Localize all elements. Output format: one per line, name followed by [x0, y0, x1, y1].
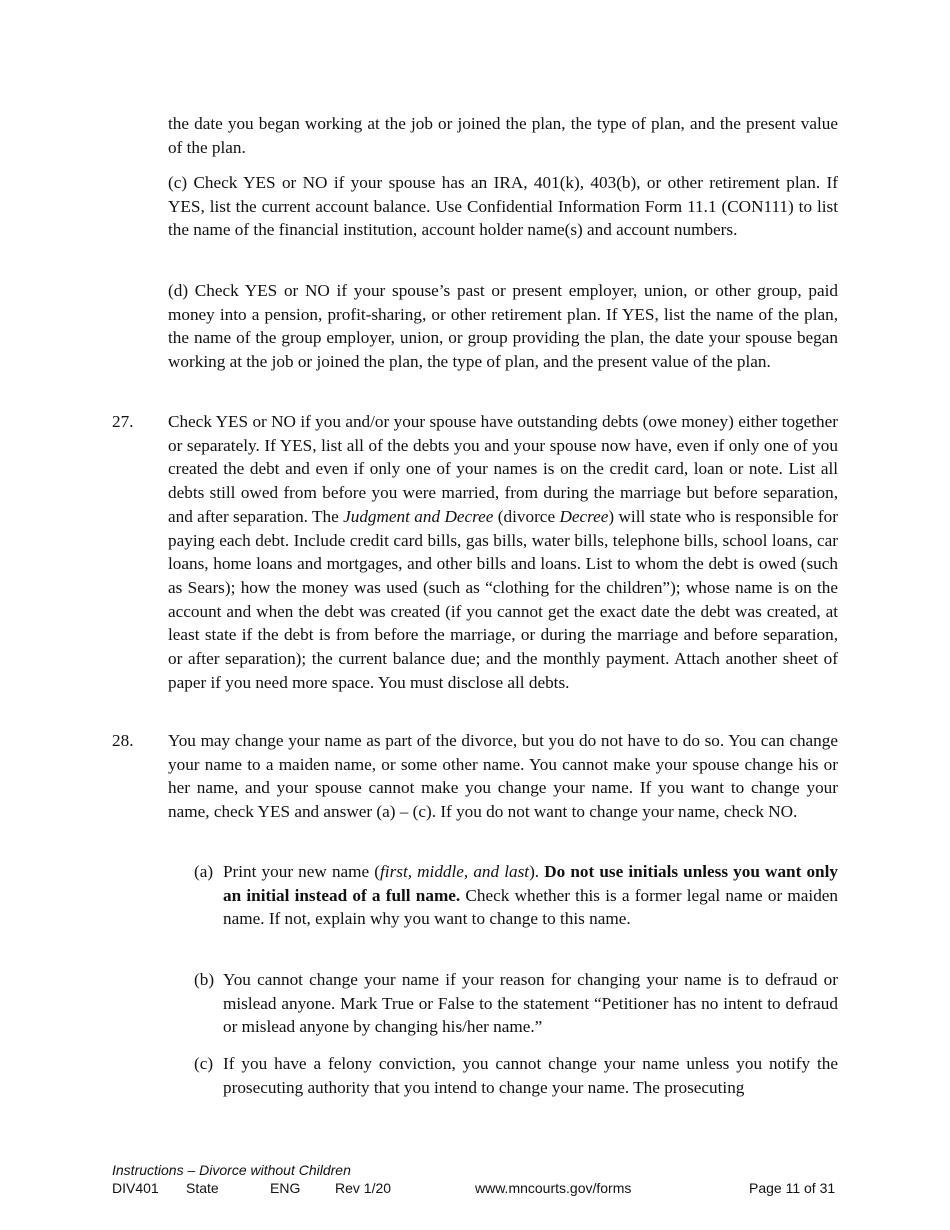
footer-jurisdiction: State [186, 1180, 219, 1196]
item-28a-text-2: ). [529, 862, 545, 881]
footer-website-link[interactable]: www.mncourts.gov/forms [475, 1180, 632, 1196]
footer-revision: Rev 1/20 [335, 1180, 392, 1196]
item-28-number: 28. [112, 731, 134, 750]
item-27-paragraph [168, 410, 838, 694]
item-27-text-3: ) will state who is responsible for paying each debt. Include credit card bills, gas bills, water bills, telephone bills, school loans, car loans, home loans and mortgages, and other bills and loans. List to whom the debt is owed (such as Sears); how the money was used (such as “clothing for the children”); whose name is on the account and when the debt was created (if you cannot get the exact date the debt was created, at least state if the debt is from before the marriage, or during the marriage and before separation, or after separation); the current balance due; and the monthly payment. Attach another sheet of paper if you need more space. You must disclose all debts. [168, 506, 838, 692]
item-28-paragraph: You may change your name as part of the divorce, but you do not have to do so. You can change your name to a maiden name, or some other name. You cannot make your spouse change his or her name, and your spouse cannot make you change your name. If you want to change your name, check YES and answer (a) – (c). If you do not want to change your name, check NO. [168, 731, 838, 822]
footer-form-id: DIV401 [112, 1180, 159, 1196]
item-28a-paragraph [223, 860, 838, 931]
footer-title: Instructions – Divorce without Children [112, 1162, 351, 1178]
item-28a-bold: Do not use initials unless you want only an initial instead of a full name. [223, 862, 838, 905]
item-28a-text-1: Print your new name ( [223, 862, 381, 881]
item-28b-label: (b) [194, 970, 215, 989]
item-28b-paragraph: You cannot change your name if your reason for changing your name is to defraud or mislead anyone. Mark True or False to the statement “Petitioner has no intent to defraud or mislead anyone by changing his/her name.” [223, 970, 838, 1037]
footer-page-number: Page 11 of 31 [749, 1180, 836, 1196]
item-28c-label: (c) [194, 1054, 214, 1073]
item-28a-italic: first, middle, and last [380, 862, 530, 881]
item-26d-paragraph: (d) Check YES or NO if your spouse’s past or present employer, union, or other group, paid money into a pension, profit-sharing, or other retirement plan. If YES, list the name of the plan, the name of the group employer, union, or group providing the plan, the date your spouse began working at the job or joined the plan, the type of plan, and the present value of the plan. [168, 281, 838, 372]
item-27-text-2: (divorce [493, 506, 560, 526]
item-27-italic-judgment: Judgment and Decree [343, 506, 494, 526]
item-28a-text-3: Check whether this is a former legal name or maiden name. If not, explain why you want to change to this name. [223, 885, 839, 929]
item-28a-label: (a) [194, 862, 214, 881]
footer-language: ENG [270, 1180, 301, 1196]
item-27-number: 27. [112, 412, 134, 431]
continuation-paragraph: the date you began working at the job or joined the plan, the type of plan, and the present value of the plan. [168, 114, 838, 157]
item-27-text-1: Check YES or NO if you and/or your spouse have outstanding debts (owe money) either together or separately. If YES, list all of the debts you and your spouse now have, even if only one of you created the debt and even if only one of your names is on the credit card, loan or note. List all debts still owed from before you were married, from during the marriage but before separation, and after separation. The [168, 412, 838, 526]
item-28c-paragraph: If you have a felony conviction, you cannot change your name unless you notify the prosecuting authority that you intend to change your name. The prosecuting [223, 1054, 838, 1097]
item-26c-paragraph: (c) Check YES or NO if your spouse has an IRA, 401(k), 403(b), or other retirement plan. If YES, list the current account balance. Use Confidential Information Form 11.1 (CON111) to list the name of the financial institution, account holder name(s) and account numbers. [168, 173, 838, 240]
item-27-italic-decree: Decree [559, 506, 609, 526]
